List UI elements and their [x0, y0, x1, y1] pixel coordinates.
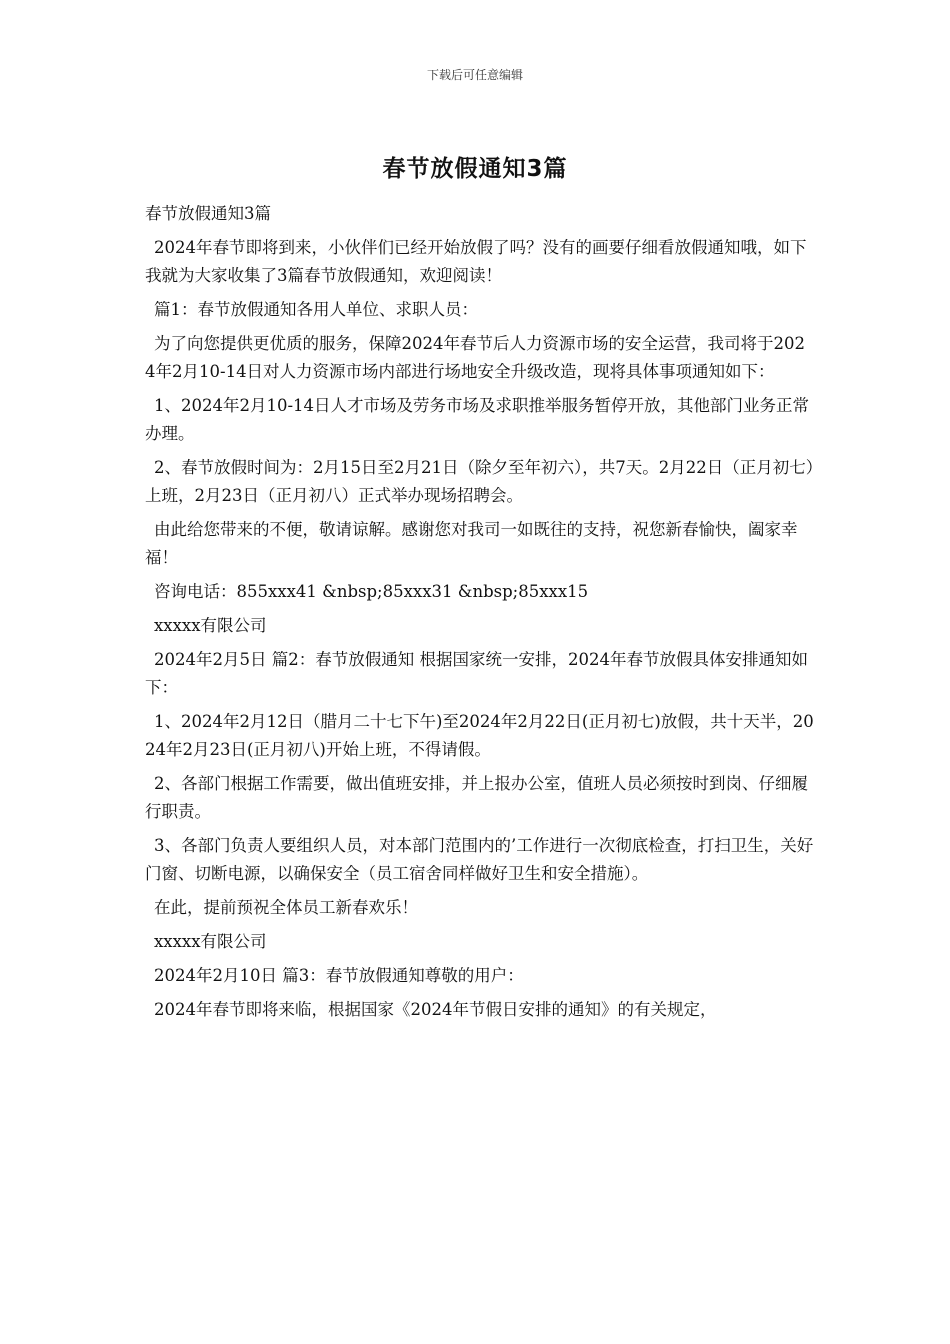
paragraph-intro: 2024年春节即将到来，小伙伴们已经开始放假了吗？没有的画要仔细看放假通知哦，如下我就为大家收集了3篇春节放假通知，欢迎阅读！ — [145, 238, 807, 285]
paragraph-notice-1-heading: 篇1：春节放假通知各用人单位、求职人员： — [154, 300, 478, 319]
paragraph-subtitle: 春节放假通知3篇 — [145, 204, 271, 223]
paragraph-company-1: xxxxx有限公司 — [154, 616, 267, 635]
paragraph-contact-phone: 咨询电话：855xxx41 &nbsp;85xxx31 &nbsp;85xxx15 — [154, 582, 589, 601]
paragraph-notice-3-body: 2024年春节即将来临，根据国家《2024年节假日安排的通知》的有关规定， — [154, 1000, 717, 1019]
paragraph-notice-3-heading: 2024年2月10日 篇3：春节放假通知尊敬的用户： — [154, 966, 524, 985]
paragraph-notice-2-item-1: 1、2024年2月12日（腊月二十七下午)至2024年2月22日(正月初七)放假，共十天半，2024年2月23日(正月初八)开始上班，不得请假。 — [145, 712, 814, 759]
paragraph-notice-1-apology: 由此给您带来的不便，敬请谅解。感谢您对我司一如既往的支持，祝您新春愉快，阖家幸福！ — [145, 520, 798, 567]
paragraph-notice-2-heading: 2024年2月5日 篇2：春节放假通知 根据国家统一安排，2024年春节放假具体安排通知如下： — [145, 650, 808, 697]
paragraph-notice-1-body: 为了向您提供更优质的服务，保障2024年春节后人力资源市场的安全运营，我司将于2024年2月10-14日对人力资源市场内部进行场地安全升级改造，现将具体事项通知如下： — [145, 334, 805, 381]
paragraph-notice-2-greeting: 在此，提前预祝全体员工新春欢乐！ — [154, 898, 418, 917]
paragraph-notice-1-item-2: 2、春节放假时间为：2月15日至2月21日（除夕至年初六），共7天。2月22日（正月初七）上班，2月23日（正月初八）正式举办现场招聘会。 — [145, 458, 814, 505]
paragraph-company-2: xxxxx有限公司 — [154, 932, 267, 951]
paragraph-notice-2-item-3: 3、各部门负责人要组织人员，对本部门范围内的’工作进行一次彻底检查，打扫卫生，关好门窗、切断电源，以确保安全（员工宿舍同样做好卫生和安全措施）。 — [145, 836, 814, 883]
document-body — [145, 197, 815, 1027]
paragraph-notice-1-item-1: 1、2024年2月10-14日人才市场及劳务市场及求职推举服务暂停开放，其他部门业务正常办理。 — [145, 396, 810, 443]
paragraph-notice-2-item-2: 2、各部门根据工作需要，做出值班安排，并上报办公室，值班人员必须按时到岗、仔细履行职责。 — [145, 774, 808, 821]
document-title: 春节放假通知3篇 — [382, 156, 568, 182]
page-header-note: 下载后可任意编辑 — [426, 68, 523, 82]
